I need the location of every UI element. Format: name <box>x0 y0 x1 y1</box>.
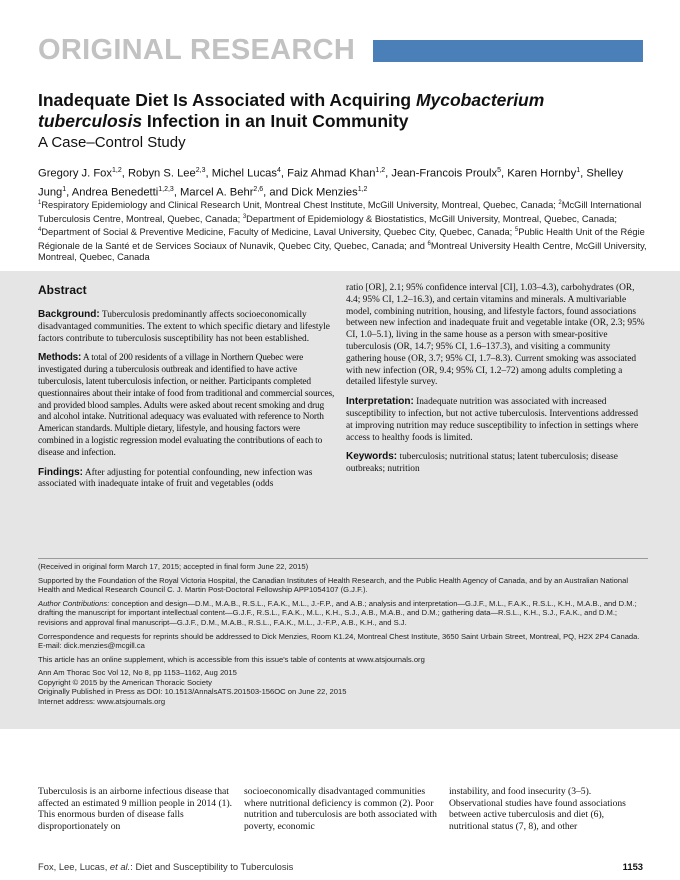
findings-continued: ratio [OR], 2.1; 95% confidence interval [CI], 1.03–4.3), carbohydrates (OR, 4.4; 95% CI, 1.2–16.3), and certain vitamins and minerals. A multivariable model, combining nutrition, housing, and lifestyle factors, found associations between new infection and inadequate fruit and vegetable intake (OR, 2.3; 95% CI, 1.0–5.1), living in the same house as a person with smear-positive tuberculosis (OR, 14.7; 95% CI, 1.6–137.3), and visiting a community gathering house (OR, 3.7; 95% CI, 1.7–8.3). Current smoking was associated with new infection (OR, 9.4; 95% CI, 1.2–72) among adults completing a detailed lifestyle survey. <box>346 283 645 388</box>
running-head <box>38 861 293 872</box>
methods-label: Methods: <box>38 352 82 364</box>
received-note: (Received in original form March 17, 2015; accepted in final form June 22, 2015) <box>38 562 309 571</box>
author-separator: , <box>500 167 508 180</box>
body-column-3: instability, and food insecurity (3–5). Observational studies have found associations between active tuberculosis and diet (6), nutritional status (7, 8), and other <box>449 786 626 833</box>
affiliation-text: Public Health Unit of the Régie Régionale de la Santé et de Services Sociaux of Nunavik, Quebec City, Quebec, Canada; and <box>38 227 645 251</box>
background-text: Tuberculosis predominantly affects socioeconomically disadvantaged communities. The extent to which specific dietary and lifestyle factors contribute to tuberculosis susceptibility has not been established. <box>38 310 330 344</box>
footer-etal: et al. <box>109 861 131 872</box>
author-list <box>38 163 648 200</box>
author-separator: , <box>385 167 392 180</box>
contributions-text: conception and design—D.M., M.A.B., R.S.L., F.A.K., M.L., J.-F.P., and A.B.; analysis and interpretation—G.J.F., M.L., F.A.K., R.S.L., K.H., M.A.B., and D.M.; drafting the manuscript for important intellectual content—G.J.F., R.S.L., F.A.K., M.L., K.H., S.J., A.B., M.A.B., and D.M.; gathering data—R.S.L., K.H., S.J., F.A.K., and D.M.; revisions and approval final manuscript—G.J.F., D.M., M.A.B., R.S.L., F.A.K., M.L., J.-F.P., A.B., K.H., and S.J. <box>38 598 637 627</box>
contributions-note <box>38 599 648 628</box>
affiliation-text: Montreal University Health Centre, McGill University, Montreal, Quebec, Canada <box>38 240 647 263</box>
author-separator: , <box>580 167 587 180</box>
affiliation-number: 4 <box>38 227 42 234</box>
page-number: 1153 <box>622 861 643 872</box>
abstract-background <box>38 309 335 345</box>
article-notes <box>38 558 648 706</box>
body-column-2: socioeconomically disadvantaged communities where nutritional deficiency is common (2). Poor nutrition and tuberculosis are both associated with poverty, economic <box>244 786 437 833</box>
copyright-line: Copyright © 2015 by the American Thoracic Society <box>38 677 212 687</box>
abstract-interpretation <box>346 396 646 444</box>
keywords-text: tuberculosis; nutritional status; latent tuberculosis; disease outbreaks; nutrition <box>346 452 618 475</box>
author-separator: , <box>205 167 212 180</box>
title-italic2: tuberculosis <box>38 111 143 131</box>
affiliations <box>38 198 648 264</box>
body-column-1: Tuberculosis is an airborne infectious disease that affected an estimated 9 million people in 2014 (1). This enormous burden of disease falls disproportionately on <box>38 786 233 833</box>
affiliation-text: Department of Epidemiology & Biostatistics, McGill University, Montreal, Quebec, Canada; <box>246 213 617 224</box>
footer-authors: Fox, Lee, Lucas, <box>38 861 110 872</box>
findings-label: Findings: <box>38 466 83 478</box>
author-name: Jean-Francois Proulx <box>391 167 498 180</box>
findings-text: After adjusting for potential confounding, new infection was associated with inadequate intake of fruit and vegetables (odds <box>38 467 313 490</box>
footer-title: : Diet and Susceptibility to Tuberculosis <box>130 861 294 872</box>
interpretation-text: Inadequate nutrition was associated with increased susceptibility to infection, but not active tuberculosis. Interventions addressed at improving nutrition may reduce susceptibility to infection in settings where access to healthy foods is limited. <box>346 397 639 443</box>
author-name: Shelley Jung <box>38 167 624 199</box>
article-subtitle: A Case–Control Study <box>38 134 186 151</box>
banner-text: ORIGINAL RESEARCH <box>38 34 356 66</box>
title-italic1: Mycobacterium <box>415 90 545 110</box>
affiliation-number: 5 <box>514 227 519 234</box>
article-title <box>38 90 638 132</box>
author-separator: , <box>66 186 72 199</box>
affiliation-number: 6 <box>427 240 431 247</box>
keywords-label: Keywords: <box>346 451 398 463</box>
abstract-right-column <box>346 283 646 483</box>
author-affiliation-mark: 5 <box>497 167 501 174</box>
abstract-findings <box>38 467 335 492</box>
author-separator: , <box>121 167 128 180</box>
background-label: Background: <box>38 309 100 320</box>
author-affiliation-mark: 1,2 <box>357 185 368 193</box>
author-affiliation-mark: 1,2,3 <box>158 185 174 193</box>
author-name: Gregory J. Fox <box>38 167 112 180</box>
author-name: Robyn S. Lee <box>127 167 196 180</box>
affiliation-number: 3 <box>242 213 247 220</box>
support-note: Supported by the Foundation of the Royal Victoria Hospital, the Canadian Institutes of Health Research, and the Public Health Agency of Canada, and by an Australian National Health and Medical Research Council C. J. Martin Post-Doctoral Fellowship APP1054107 (G.J.F.). <box>38 575 629 595</box>
abstract-left-column <box>38 283 335 498</box>
author-separator: , <box>173 186 181 199</box>
author-affiliation-mark: 2,6 <box>253 185 264 193</box>
published-line: Originally Published in Press as DOI: 10.1513/AnnalsATS.201503-156OC on June 22, 2015 <box>38 687 347 697</box>
journal-citation: Ann Am Thorac Soc Vol 12, No 8, pp 1153–1162, Aug 2015 <box>38 668 237 678</box>
author-name: Marcel A. Behr <box>180 186 254 199</box>
author-name: Andrea Benedetti <box>71 186 159 199</box>
affiliation-text: Respiratory Epidemiology and Clinical Research Unit, Montreal Chest Institute, McGill University, Montreal, Quebec, Canada; <box>41 200 559 211</box>
author-name: Dick Menzies <box>291 186 358 199</box>
abstract-keywords <box>346 451 646 476</box>
author-affiliation-mark: 1,2 <box>375 167 386 174</box>
correspondence-note: Correspondence and requests for reprints should be addressed to Dick Menzies, Room K1.24, Montreal Chest Institute, 3650 Saint Urbain Street, Montreal, PQ, H2X 2P4 Canada. E-mail: dick.menzies@mcgill.ca <box>38 631 640 651</box>
author-affiliation-mark: 1 <box>576 167 581 174</box>
author-separator: , and <box>263 186 292 199</box>
banner-bar <box>373 40 643 62</box>
author-affiliation-mark: 2,3 <box>195 167 206 174</box>
contributions-label: Author Contributions: <box>38 598 110 608</box>
abstract-methods <box>38 352 335 459</box>
affiliation-text: Department of Social & Preventive Medicine, Faculty of Medicine, Laval University, Quebec City, Quebec, Canada; <box>41 227 515 238</box>
affiliation-number: 1 <box>38 200 42 206</box>
author-affiliation-mark: 1 <box>62 185 67 193</box>
author-affiliation-mark: 1,2 <box>111 167 122 174</box>
interpretation-label: Interpretation: <box>346 396 414 408</box>
author-name: Michel Lucas <box>211 167 277 180</box>
title-part2: Infection in an Inuit Community <box>142 111 409 131</box>
affiliation-number: 2 <box>558 200 562 206</box>
section-banner <box>38 34 643 66</box>
author-separator: , <box>280 167 288 180</box>
publication-info <box>38 668 648 706</box>
affiliation-text: McGill International Tuberculosis Centre, Montreal, Quebec, Canada; <box>38 200 642 224</box>
supplement-note: This article has an online supplement, which is accessible from this issue's table of contents at www.atsjournals.org <box>38 654 425 664</box>
title-part1: Inadequate Diet Is Associated with Acquiring <box>38 90 416 110</box>
methods-text: A total of 200 residents of a village in Northern Quebec were investigated during a tuberculosis outbreak and identified to have active tuberculosis, latent tuberculosis infection, or neither. Participants completed questionnaires about their intake of food from traditional and commercial sources, and provided blood samples. Adults were asked about recent smoking and drug and alcohol intake. Nutritional adequacy was evaluated with reference to North American standards. Multiple dietary, lifestyle, and housing factors were combined in a logistic regression model evaluating the contributions of each to disease and infection. <box>38 353 335 458</box>
abstract-heading: Abstract <box>38 283 87 297</box>
notes-divider <box>38 558 648 559</box>
author-name: Karen Hornby <box>507 167 577 180</box>
internet-line: Internet address: www.atsjournals.org <box>38 696 166 706</box>
author-affiliation-mark: 4 <box>276 167 281 174</box>
author-name: Faiz Ahmad Khan <box>287 167 376 180</box>
